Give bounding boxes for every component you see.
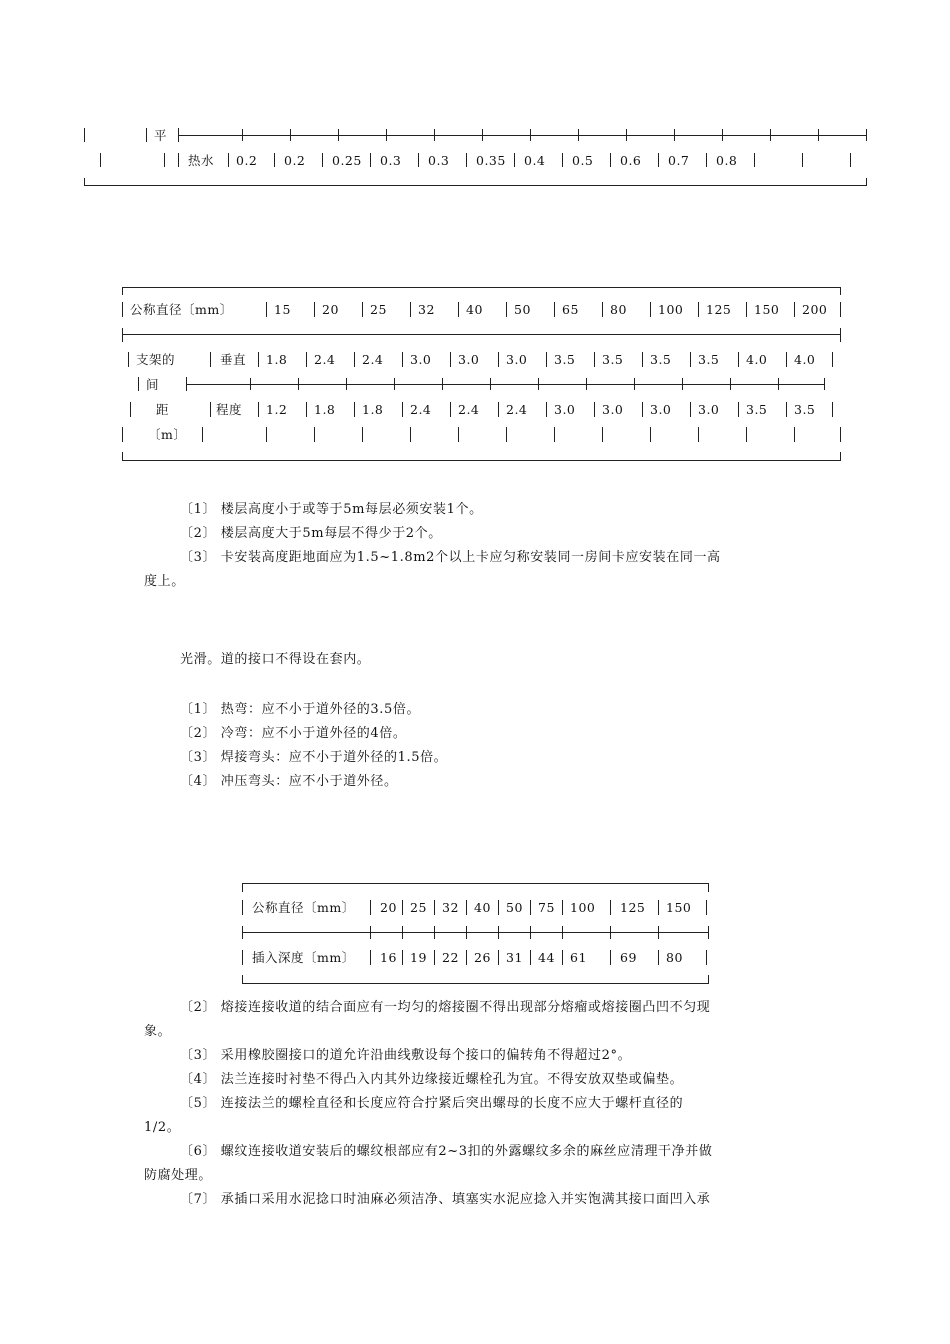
table-border [708,926,709,939]
table-border [594,352,595,367]
table-border [738,352,739,367]
table-border [840,287,841,295]
table-tick [818,129,819,141]
table-2-horizontal-value: 2.4 [410,402,432,417]
table-border [122,334,840,335]
table-border [314,302,315,317]
table-border [708,975,709,984]
list-item-text: 〔4〕 法兰连接时衬垫不得凸入内其外边缘接近螺栓孔为宜。不得安放双垫或偏垫。 [180,1072,684,1087]
table-1-value: 0.5 [572,153,594,168]
table-border [242,932,708,933]
table-border [354,352,355,367]
table-border [130,402,131,417]
table-2-vertical-value: 3.0 [506,352,528,367]
list-item [144,722,804,746]
table-1-value: 0.4 [524,153,546,168]
list-item-text: 〔2〕 冷弯：应不小于道外径的4倍。 [180,726,407,741]
table-tick [250,378,251,390]
table-2-horizontal-value: 3.0 [698,402,720,417]
table-border [506,427,507,442]
list-item [144,546,804,570]
list-item [144,770,804,794]
table-3-depth: 69 [620,950,637,965]
table-3-diameter: 150 [666,900,692,915]
table-border [402,352,403,367]
table-border [186,384,824,385]
table-tick [290,129,291,141]
table-border [554,302,555,317]
list-item [144,522,804,546]
table-border [840,452,841,461]
table-border [100,153,101,167]
table-tick [370,926,371,939]
table-tick [346,378,347,390]
table-border [258,402,259,417]
table-border [458,302,459,317]
table-border [84,128,85,142]
table-tick [434,926,435,939]
table-2-horizontal-value: 1.2 [266,402,288,417]
table-tick [338,129,339,141]
table-2-vertical-value: 4.0 [746,352,768,367]
table-border [210,402,211,417]
table-border [602,427,603,442]
table-2-diameter: 40 [466,302,483,317]
table-border [690,352,691,367]
table-border [122,460,840,461]
table-border [866,178,867,186]
list-2 [144,698,804,794]
table-border [698,302,699,317]
table-border [786,352,787,367]
list-item-text: 象。 [144,1024,172,1039]
table-3-depth: 44 [538,950,555,965]
table-border [610,153,611,167]
table-1-value: 0.25 [332,153,362,168]
table-border [786,402,787,417]
table-3-diameter: 75 [538,900,555,915]
table-border [242,883,708,884]
list-3 [144,996,804,1212]
table-3-diameter: 100 [570,900,596,915]
table-tick [634,378,635,390]
paragraph-text: 光滑。道的接口不得设在套内。 [180,652,371,667]
table-3-row-label: 插入深度〔mm〕 [252,950,355,965]
table-border [642,402,643,417]
table-border [266,427,267,442]
table-2-horizontal-value: 2.4 [458,402,480,417]
table-border [594,402,595,417]
table-border [466,950,467,965]
table-2-vertical-value: 2.4 [314,352,336,367]
table-border [84,185,866,186]
table-border [164,153,165,167]
table-border [410,302,411,317]
table-2-vertical-value: 2.4 [362,352,384,367]
table-border [178,153,179,167]
list-item [144,1164,804,1188]
table-3-diameter: 125 [620,900,646,915]
table-tick [626,129,627,141]
table-1-value: 0.2 [236,153,258,168]
list-item-text: 〔3〕 焊接弯头：应不小于道外径的1.5倍。 [180,750,448,765]
table-border [266,302,267,317]
table-border [602,302,603,317]
list-item [144,746,804,770]
table-border [562,153,563,167]
table-border [706,900,707,915]
table-2-diameter: 100 [658,302,684,317]
table-1-value: 0.3 [428,153,450,168]
table-border [402,900,403,915]
table-2-diameter: 32 [418,302,435,317]
table-tick [586,378,587,390]
table-2-diameter: 15 [274,302,291,317]
table-border [370,900,371,915]
list-item-text: 〔1〕 楼层高度小于或等于5m每层必须安装1个。 [180,502,483,517]
table-3-depth: 16 [380,950,397,965]
table-border [242,883,243,892]
table-border [122,287,123,295]
table-border [698,427,699,442]
table-2-horizontal-value: 3.0 [602,402,624,417]
table-border [138,377,139,391]
table-border [498,402,499,417]
table-2-vertical-value: 3.0 [458,352,480,367]
table-tick [610,926,611,939]
list-item-text: 〔3〕 卡安装高度距地面应为1.5~1.8m2个以上卡应匀称安装同一房间卡应安装在同一高 [180,550,721,565]
table-border [274,153,275,167]
table-tick [298,378,299,390]
table-border [530,950,531,965]
table-3-diameter: 40 [474,900,491,915]
table-border [402,402,403,417]
table-border [498,900,499,915]
table-border [122,302,123,317]
list-item-text: 1/2。 [144,1120,181,1135]
table-2-vertical-value: 4.0 [794,352,816,367]
table-border [362,302,363,317]
list-item [144,1044,804,1068]
table-border [708,883,709,892]
table-3-depth: 22 [442,950,459,965]
table-2-vertical-value: 1.8 [266,352,288,367]
table-border [562,950,563,965]
list-item-text: 度上。 [144,574,185,589]
table-border [840,302,841,317]
table-2-vertical-value: 3.5 [554,352,576,367]
table-border [658,900,659,915]
table-border [306,402,307,417]
table-2-diameter: 25 [370,302,387,317]
table-3-diameter: 32 [442,900,459,915]
list-item [144,1140,804,1164]
paragraph-smooth [144,648,804,672]
table-tick [466,926,467,939]
table-border [466,153,467,167]
table-border [210,352,211,367]
table-1-value: 0.6 [620,153,642,168]
table-border [450,402,451,417]
table-2-row2-label: 程度 [216,402,243,417]
list-item [144,498,804,522]
table-border [746,427,747,442]
table-border [794,302,795,317]
table-border [146,128,147,142]
table-2-side-label: 支架的 [136,352,176,367]
list-item-text: 〔6〕 螺纹连接收道安装后的螺纹根部应有2~3扣的外露螺纹多余的麻丝应清理干净并做 [180,1144,713,1159]
table-tick [242,129,243,141]
table-border [122,287,840,288]
list-item [144,1188,804,1212]
table-border [202,427,203,442]
list-item [144,1068,804,1092]
table-border [458,427,459,442]
list-item-text: 〔5〕 连接法兰的螺栓直径和长度应符合拧紧后突出螺母的长度不应大于螺杆直径的 [180,1096,684,1111]
table-1-value: 0.8 [716,153,738,168]
table-border [650,427,651,442]
table-tick [386,129,387,141]
table-2-diameter: 20 [322,302,339,317]
table-tick [562,926,563,939]
table-2-vertical-value: 3.5 [698,352,720,367]
table-border [866,129,867,141]
table-2-vertical-value: 3.5 [650,352,672,367]
table-2-diameter: 150 [754,302,780,317]
table-3-depth: 31 [506,950,523,965]
list-item [144,996,804,1020]
table-1-value: 0.2 [284,153,306,168]
list-item [144,1020,804,1044]
table-border [450,352,451,367]
table-tick [442,378,443,390]
table-border [642,352,643,367]
table-tick [490,378,491,390]
table-2-horizontal-value: 3.5 [746,402,768,417]
table-border [322,153,323,167]
table-border [258,352,259,367]
table-border [128,352,129,367]
table-border [832,352,833,367]
table-tick [434,129,435,141]
table-border [794,427,795,442]
table-tick [498,926,499,939]
table-border [242,983,708,984]
table-border [706,153,707,167]
table-2-diameter: 125 [706,302,732,317]
table-tick [778,378,779,390]
table-border [840,328,841,342]
table-2-horizontal-value: 3.5 [794,402,816,417]
table-2-side-label: 〔m〕 [148,427,187,442]
table-border [418,153,419,167]
table-border [738,402,739,417]
table-tick [394,378,395,390]
table-border [554,427,555,442]
table-border [754,153,755,167]
table-border [850,153,851,167]
table-2-horizontal-value: 2.4 [506,402,528,417]
table-border [370,950,371,965]
list-item [144,570,804,594]
table-border [434,900,435,915]
table-tick [482,129,483,141]
table-tick [682,378,683,390]
table-2-horizontal-value: 1.8 [362,402,384,417]
table-2-diameter: 200 [802,302,828,317]
table-border [506,302,507,317]
table-tick [402,926,403,939]
table-border [546,402,547,417]
table-border [362,427,363,442]
table-border [530,900,531,915]
table-border [410,427,411,442]
table-3-diameter: 50 [506,900,523,915]
table-border [840,427,841,442]
table-border [832,402,833,417]
table-border [122,328,123,342]
list-item-text: 防腐处理。 [144,1168,213,1183]
list-item [144,1092,804,1116]
table-border [498,950,499,965]
table-1-value: 0.7 [668,153,690,168]
table-border [466,900,467,915]
list-item-text: 〔3〕 采用橡胶圈接口的道允许沿曲线敷设每个接口的偏转角不得超过2°。 [180,1048,632,1063]
table-2-vertical-value: 3.5 [602,352,624,367]
table-tick [658,926,659,939]
list-item-text: 〔2〕 楼层高度大于5m每层不得少于2个。 [180,526,442,541]
table-border [314,427,315,442]
list-item-text: 〔4〕 冲压弯头：应不小于道外径。 [180,774,398,789]
table-border [514,153,515,167]
table-border [650,302,651,317]
table-2-diameter: 65 [562,302,579,317]
table-1-value: 0.3 [380,153,402,168]
table-2-horizontal-value: 3.0 [554,402,576,417]
table-2-diameter: 80 [610,302,627,317]
table-border [242,900,243,915]
table-border [228,153,229,167]
table-2-horizontal-value: 3.0 [650,402,672,417]
table-border [658,153,659,167]
table-border [122,427,123,442]
table-2-vertical-value: 3.0 [410,352,432,367]
table-border [354,402,355,417]
table-3-header-label: 公称直径〔mm〕 [252,900,355,915]
list-1 [144,498,804,594]
table-border [242,950,243,965]
table-2-side-label: 间 [146,377,160,392]
list-item-text: 〔7〕 承插口采用水泥捻口时油麻必须洁净、填塞实水泥应捻入并实饱满其接口面凹入承 [180,1192,711,1207]
table-border [434,950,435,965]
table-tick [530,129,531,141]
table-border [562,900,563,915]
table-border [706,950,707,965]
list-item [144,1116,804,1140]
table-2-side-label: 距 [156,402,170,417]
table-tick [538,378,539,390]
table-tick [722,129,723,141]
list-item-text: 〔2〕 熔接连接收道的结合面应有一均匀的熔接圈不得出现部分熔瘤或熔接圈凸凹不匀现 [180,1000,711,1015]
table-3-depth: 61 [570,950,587,965]
table-3-depth: 26 [474,950,491,965]
table-border [306,352,307,367]
table-2-horizontal-value: 1.8 [314,402,336,417]
table-3-depth: 19 [410,950,427,965]
table-border [610,900,611,915]
list-item-text: 〔1〕 热弯：应不小于道外径的3.5倍。 [180,702,421,717]
table-border [546,352,547,367]
table-border [370,153,371,167]
table-border [802,153,803,167]
table-2-header-label: 公称直径〔mm〕 [130,302,233,317]
table-1-value: 0.35 [476,153,506,168]
table-1-row1-label: 平 [154,128,168,143]
table-2-row1-label: 垂直 [220,352,247,367]
table-3-diameter: 20 [380,900,397,915]
list-item [144,698,804,722]
table-border [402,950,403,965]
table-border [658,950,659,965]
table-2-diameter: 50 [514,302,531,317]
table-tick [578,129,579,141]
table-border [498,352,499,367]
table-border [746,302,747,317]
table-3-diameter: 25 [410,900,427,915]
table-1-row2-label: 热水 [188,153,215,168]
table-border [610,950,611,965]
table-border [242,926,243,939]
table-3-depth: 80 [666,950,683,965]
table-tick [530,926,531,939]
table-tick [770,129,771,141]
table-tick [730,378,731,390]
table-tick [674,129,675,141]
table-border [178,135,866,136]
table-border [824,378,825,390]
table-border [690,402,691,417]
